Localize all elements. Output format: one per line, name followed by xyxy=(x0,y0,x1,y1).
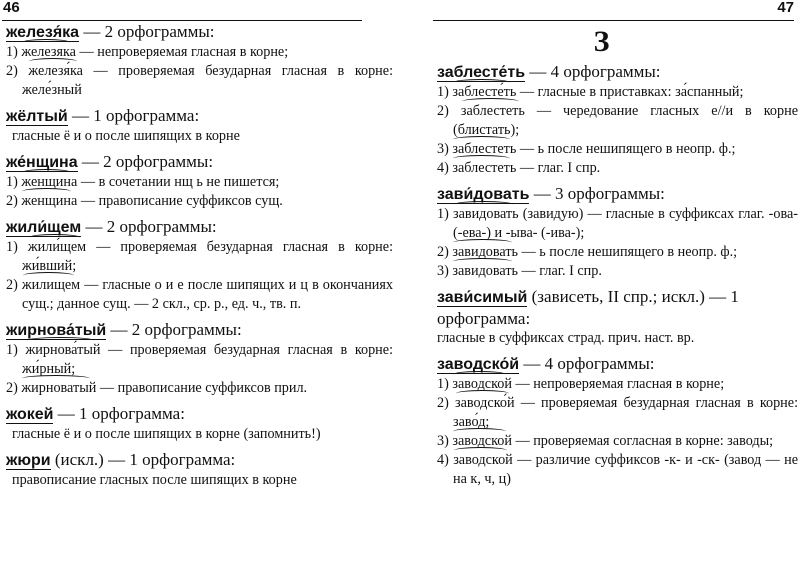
marked-word: заводско́й xyxy=(454,395,515,411)
orthogram-item xyxy=(6,62,393,100)
orthogram-item xyxy=(437,102,798,140)
entry-headline xyxy=(6,449,393,471)
right-content xyxy=(403,61,800,489)
headword: заводско́й xyxy=(437,356,520,373)
marked-word: заблестеть xyxy=(452,160,517,176)
orthogram-item xyxy=(437,205,798,243)
orthogram-item xyxy=(6,238,393,276)
marked-word: женщина xyxy=(21,193,78,209)
entry-note: гласные ё и о после шипящих в корне xyxy=(12,128,240,144)
orthogram-count: — 2 орфограммы: xyxy=(106,320,242,339)
orthogram-list xyxy=(6,238,393,314)
dictionary-entry xyxy=(6,105,393,146)
page-number-left: 46 xyxy=(0,0,23,16)
marked-word: жирнова́тый xyxy=(25,342,101,358)
dictionary-entry xyxy=(6,403,393,444)
marked-word: завидовать xyxy=(452,206,519,222)
item-number: 1) xyxy=(6,342,18,358)
orthogram-list xyxy=(6,43,393,100)
item-number: 3) xyxy=(437,263,449,279)
page-number-right: 47 xyxy=(774,0,797,16)
item-number: 2) xyxy=(437,103,449,119)
running-head xyxy=(2,0,362,21)
orthogram-list xyxy=(437,205,798,281)
orthogram-count: — 4 орфограммы: xyxy=(519,354,655,373)
marked-word: жили́щем xyxy=(27,239,87,255)
item-number: 4) xyxy=(437,160,449,176)
dictionary-entry xyxy=(437,286,798,348)
entry-headline xyxy=(6,105,393,127)
marked-word: жирноватый xyxy=(21,380,97,396)
headword: зави́довать xyxy=(437,186,530,203)
item-explanation: — чередование гласных е//и в корне (блистать); xyxy=(453,103,799,138)
orthogram-item xyxy=(6,379,393,398)
marked-word: заводской xyxy=(452,376,512,392)
right-page xyxy=(403,0,800,586)
dictionary-entry xyxy=(6,216,393,314)
item-number: 3) xyxy=(437,433,449,449)
marked-word: завидовать xyxy=(452,244,518,260)
dictionary-entry xyxy=(437,353,798,489)
orthogram-item xyxy=(437,451,798,489)
item-number: 2) xyxy=(437,395,449,411)
orthogram-list xyxy=(437,83,798,178)
item-explanation: — гласные в приставках: за́спанный; xyxy=(516,84,744,100)
dictionary-entry xyxy=(6,151,393,211)
headword: жокей xyxy=(6,406,54,423)
item-number: 1) xyxy=(6,174,18,190)
marked-word: железя́ка xyxy=(28,63,83,79)
orthogram-count: (искл.) — 1 орфограмма: xyxy=(50,450,236,469)
marked-word: жилищем xyxy=(21,277,81,293)
orthogram-count: — 1 орфограмма: xyxy=(67,106,200,125)
item-number: 2) xyxy=(6,380,18,396)
entry-headline xyxy=(6,403,393,425)
item-explanation: — правописание суффиксов прил. xyxy=(96,380,308,396)
left-content xyxy=(0,21,397,490)
orthogram-item xyxy=(437,394,798,432)
item-number: 3) xyxy=(437,141,449,157)
headword: жюри xyxy=(6,452,51,469)
item-number: 1) xyxy=(6,239,18,255)
dictionary-entry xyxy=(437,61,798,178)
orthogram-count: — 2 орфограммы: xyxy=(77,152,214,171)
item-explanation: — в сочетании нщ ь не пишется; xyxy=(77,174,280,190)
running-head xyxy=(433,0,794,21)
orthogram-item xyxy=(6,192,393,211)
item-explanation: — проверяемая безударная гласная в корне: желе́зный xyxy=(22,63,394,98)
item-explanation: — ь после нешипящего в неопр. ф.; xyxy=(516,141,736,157)
item-explanation: — ь после нешипящего в неопр. ф.; xyxy=(518,244,738,260)
headword: железя́ка xyxy=(6,24,80,41)
orthogram-count: — 4 орфограммы: xyxy=(525,62,661,81)
marked-word: заблестеть xyxy=(460,103,525,119)
item-explanation: — гласные о и е после шипящих и ц в окончаниях сущ.; данное сущ. — 2 скл., ср. р., ед. ч., тв. п. xyxy=(22,277,393,312)
orthogram-count: (зависеть, II спр.; искл.) — 1 орфограмма: xyxy=(437,287,739,328)
dictionary-entry xyxy=(6,319,393,398)
item-explanation: — правописание суффиксов сущ. xyxy=(77,193,283,209)
orthogram-list xyxy=(6,173,393,211)
marked-word: заблесте́ть xyxy=(452,84,517,100)
entry-headline xyxy=(437,286,798,329)
headword: же́нщина xyxy=(6,154,78,171)
orthogram-item xyxy=(6,276,393,314)
entry-note: гласные ё и о после шипящих в корне (запомнить!) xyxy=(12,426,321,442)
item-number: 1) xyxy=(437,206,449,222)
marked-word: завидовать xyxy=(452,263,518,279)
item-explanation: — глаг. I спр. xyxy=(518,263,602,279)
orthogram-item xyxy=(437,159,798,178)
item-number: 2) xyxy=(437,244,449,260)
marked-word: заводской xyxy=(453,452,513,468)
item-explanation: — глаг. I спр. xyxy=(516,160,601,176)
item-number: 1) xyxy=(6,44,18,60)
headword: жёлтый xyxy=(6,108,68,125)
orthogram-count: — 1 орфограмма: xyxy=(53,404,185,423)
orthogram-list xyxy=(437,375,798,489)
marked-word: заводской xyxy=(452,433,512,449)
headword: зави́симый xyxy=(437,289,528,306)
item-explanation: — проверяемая согласная в корне: заводы; xyxy=(511,433,774,449)
headword: жирнова́тый xyxy=(6,322,107,339)
item-explanation: — непроверяемая гласная в корне; xyxy=(75,44,289,60)
item-number: 1) xyxy=(437,84,449,100)
headword: жили́щем xyxy=(6,219,82,236)
item-explanation: — различие суффиксов -к- и -ск- (завод — не на к, ч, ц) xyxy=(453,452,798,487)
marked-word: заблестеть xyxy=(452,141,517,157)
entry-note: гласные в суффиксах страд. прич. наст. вр. xyxy=(437,330,695,346)
left-page xyxy=(0,0,397,586)
section-letter: З xyxy=(593,25,610,58)
item-number: 2) xyxy=(6,193,18,209)
item-number: 2) xyxy=(6,63,18,79)
dictionary-entry xyxy=(6,21,393,100)
item-explanation: — проверяемая безударная гласная в корне: жи́рный; xyxy=(22,342,394,377)
item-number: 1) xyxy=(437,376,449,392)
orthogram-count: — 2 орфограммы: xyxy=(79,22,215,41)
marked-word: железяка xyxy=(21,44,76,60)
orthogram-list xyxy=(6,341,393,398)
item-number: 4) xyxy=(437,452,449,468)
item-explanation: — проверяемая безударная гласная в корне: заво́д; xyxy=(453,395,799,430)
orthogram-item xyxy=(437,262,798,281)
dictionary-entry xyxy=(6,449,393,490)
entry-note: правописание гласных после шипящих в корне xyxy=(12,472,297,488)
orthogram-count: — 2 орфограммы: xyxy=(81,217,217,236)
item-explanation: — непроверяемая гласная в корне; xyxy=(511,376,725,392)
marked-word: женщина xyxy=(21,174,78,190)
item-number: 2) xyxy=(6,277,18,293)
item-explanation: (завидую) — гласные в суффиксах глаг. -ова- (-ева-) и -ыва- (-ива-); xyxy=(453,206,799,241)
orthogram-count: — 3 орфограммы: xyxy=(529,184,665,203)
item-explanation: — проверяемая безударная гласная в корне: жи́вший; xyxy=(22,239,394,274)
orthogram-item xyxy=(6,341,393,379)
dictionary-entry xyxy=(437,183,798,281)
headword: заблесте́ть xyxy=(437,64,526,81)
